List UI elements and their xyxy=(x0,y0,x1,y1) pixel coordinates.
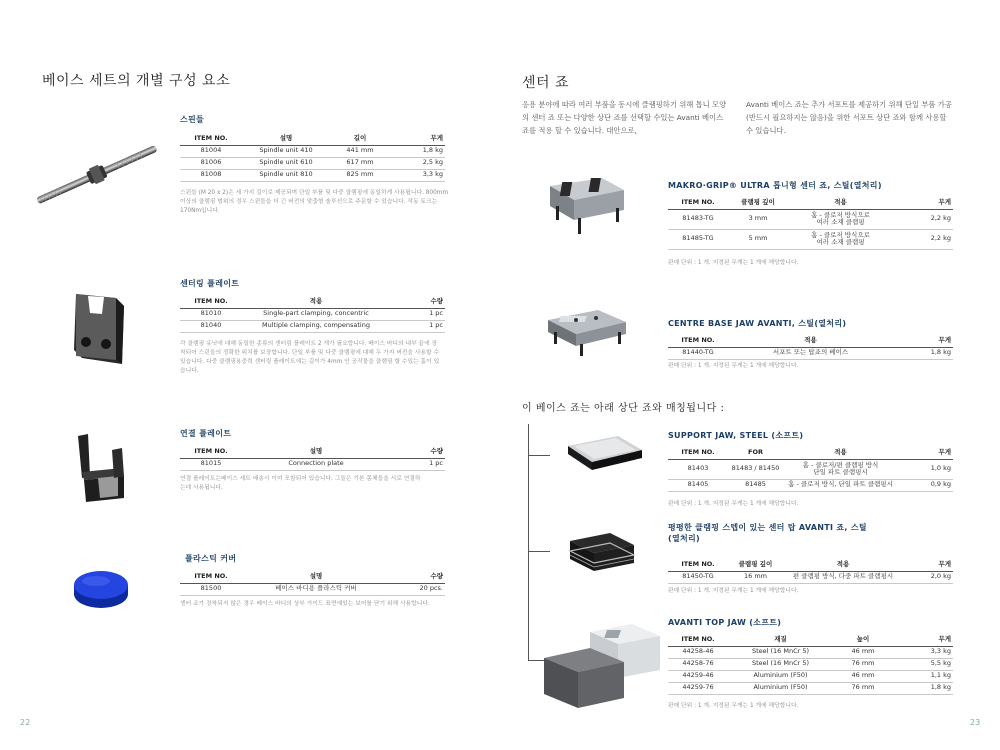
table-cell: Spindle unit 810 xyxy=(242,169,330,181)
table-cell: 5 mm xyxy=(728,229,788,249)
column-header: ITEM NO. xyxy=(180,569,242,583)
makro-table xyxy=(668,195,953,250)
column-header: ITEM NO. xyxy=(668,557,728,571)
table-row xyxy=(180,308,445,320)
column-header: 길이 xyxy=(330,131,390,145)
page-title: 베이스 세트의 개별 구성 요소 xyxy=(42,73,231,89)
table-cell: 3 mm xyxy=(728,209,788,229)
avanti-top-heading: AVANTI TOP JAW (소프트) xyxy=(668,618,782,627)
table-cell: 81006 xyxy=(180,157,242,169)
table-cell: 81403 xyxy=(668,459,728,479)
support-note: 판매 단위 : 1 개. 지정된 무게는 1 개에 해당합니다. xyxy=(668,501,799,507)
column-header: ITEM NO. xyxy=(180,131,242,145)
page-number: 23 xyxy=(970,718,981,727)
column-header: 무게 xyxy=(903,557,953,571)
table-cell: 76 mm xyxy=(833,682,893,694)
avanti-top-table xyxy=(668,632,953,695)
table-cell: 81010 xyxy=(180,308,242,320)
table-cell: 2,2 kg xyxy=(893,209,953,229)
table-cell: 5,5 kg xyxy=(893,658,953,670)
page-title: 센터 죠 xyxy=(522,75,570,91)
table-cell: 20 pcs. xyxy=(390,583,445,595)
column-header: ITEM NO. xyxy=(180,444,242,458)
table-row xyxy=(180,320,445,332)
column-header: 클램핑 깊이 xyxy=(728,195,788,209)
table-cell: 81450-TG xyxy=(668,571,728,583)
column-header: 무게 xyxy=(893,333,953,347)
table-cell: Spindle unit 610 xyxy=(242,157,330,169)
page-number: 22 xyxy=(20,718,31,727)
spindle-table xyxy=(180,131,445,182)
table-cell: 81040 xyxy=(180,320,242,332)
table-row xyxy=(180,157,445,169)
connection-note: 연결 플레이트는베이스 세트 배송시 이미 포함되어 있습니다. 그들은 기본 몸체들을 서로 연결하는데 사용됩니다. xyxy=(180,476,421,491)
table-cell: Spindle unit 410 xyxy=(242,145,330,157)
table-cell: 81405 xyxy=(668,479,728,491)
centre-base-table xyxy=(668,333,953,360)
column-header: ITEM NO. xyxy=(668,195,728,209)
table-cell: 46 mm xyxy=(833,646,893,658)
table-cell: 81004 xyxy=(180,145,242,157)
column-header: FOR xyxy=(728,445,783,459)
table-cell: Multiple clamping, compensating xyxy=(242,320,390,332)
table-row xyxy=(180,145,445,157)
table-cell: Single-part clamping, concentric xyxy=(242,308,390,320)
centering-plate-image xyxy=(72,288,128,370)
centering-note: 각 클램핑 유닛에 대해 동일한 종류의 센터링 플레이트 2 개가 필요합니다. 베이스 바디의 내부 끝에 장착되어 스핀들의 정확한 위치를 보장합니다. 단일 부품 및 다중 클램핑에 대해 두 가지 버전을 사용할 수 있습니다. 다중 클램핑용중력 센터링 플레이트에는 길이가 4mm 인 공작물을 클램핑 할 수있는 홈이 있습니다. xyxy=(180,341,440,374)
column-header: 높이 xyxy=(833,632,893,646)
plastic-cover-image xyxy=(70,568,132,616)
column-header: 설명 xyxy=(242,569,390,583)
column-header: 무게 xyxy=(898,445,953,459)
table-row xyxy=(180,169,445,181)
table-cell: 76 mm xyxy=(833,658,893,670)
table-cell: 홈 - 클로저 방식, 단일 파트 클램핑시 xyxy=(783,479,898,491)
table-cell: 81485-TG xyxy=(668,229,728,249)
table-cell: 81008 xyxy=(180,169,242,181)
column-header: 재질 xyxy=(728,632,833,646)
table-cell: 1,0 kg xyxy=(898,459,953,479)
column-header: 설명 xyxy=(242,444,390,458)
table-row xyxy=(668,459,953,479)
bracket-tick xyxy=(528,551,550,552)
column-header: 적용 xyxy=(788,195,893,209)
table-cell: 617 mm xyxy=(330,157,390,169)
table-cell: 1 pc xyxy=(390,458,445,470)
table-cell: 81485 xyxy=(728,479,783,491)
right-page xyxy=(500,0,1000,750)
table-cell: 46 mm xyxy=(833,670,893,682)
table-cell: 1,8 kg xyxy=(893,682,953,694)
column-header: 수량 xyxy=(390,569,445,583)
table-cell: 81483-TG xyxy=(668,209,728,229)
table-cell: 441 mm xyxy=(330,145,390,157)
column-header: 적용 xyxy=(242,294,390,308)
table-cell: 44258-76 xyxy=(668,658,728,670)
table-cell: 편 클램핑 방식, 다중 파트 클램핑시 xyxy=(783,571,903,583)
centering-heading: 센터링 플레이트 xyxy=(180,279,240,288)
column-header: 적용 xyxy=(728,333,893,347)
column-header: 수량 xyxy=(390,444,445,458)
column-header: 설명 xyxy=(242,131,330,145)
intro-right: Avanti 베이스 죠는 추가 서포트를 제공하기 위해 단일 부품 가공(반드시 필요하지는 않음)을 위한 서포트 상단 죠와 함께 사용할 수 있습니다. xyxy=(746,100,952,135)
table-cell: 44258-46 xyxy=(668,646,728,658)
table-row xyxy=(668,670,953,682)
column-header: 수량 xyxy=(390,294,445,308)
table-cell: Connection plate xyxy=(242,458,390,470)
support-jaw-image xyxy=(564,432,646,484)
table-cell: 81015 xyxy=(180,458,242,470)
matching-title: 이 베이스 죠는 아래 상단 죠와 매칭됩니다 : xyxy=(522,403,725,414)
column-header: ITEM NO. xyxy=(668,333,728,347)
table-cell: Aluminium (F50) xyxy=(728,682,833,694)
column-header: 무게 xyxy=(893,195,953,209)
table-cell: 2,0 kg xyxy=(903,571,953,583)
support-table xyxy=(668,445,953,492)
table-row xyxy=(668,646,953,658)
table-cell: Aluminium (F50) xyxy=(728,670,833,682)
column-header: 무게 xyxy=(390,131,445,145)
column-header: 적용 xyxy=(783,557,903,571)
cover-note: 센터 죠가 장착되지 않은 경우 베이스 바디의 상부 가이드 표면예있는 보어를 닫기 위해 사용합니다. xyxy=(180,601,430,607)
table-cell: Steel (16 MnCr 5) xyxy=(728,646,833,658)
table-row xyxy=(668,209,953,229)
makro-note: 판매 단위 : 1 개. 지정된 무게는 1 개에 해당합니다. xyxy=(668,260,799,266)
table-cell: 1,8 kg xyxy=(893,347,953,359)
table-cell: 16 mm xyxy=(728,571,783,583)
column-header: ITEM NO. xyxy=(180,294,242,308)
avanti-top-jaw-image xyxy=(540,622,670,720)
connection-table xyxy=(180,444,445,471)
bracket-line xyxy=(528,424,529,660)
table-cell: 2,2 kg xyxy=(893,229,953,249)
table-row xyxy=(180,583,445,595)
table-row xyxy=(668,571,953,583)
table-row xyxy=(668,682,953,694)
intro-left: 응용 분야에 따라 여러 부품을 동시에 클램핑하기 위해 톱니 모양의 센터 죠 또는 다양한 상단 죠를 선택할 수있는 Avanti 베이스 죠를 적용 할 수 있습니다. 대안으로, xyxy=(522,100,727,135)
table-cell: 베이스 바디용 플라스틱 커버 xyxy=(242,583,390,595)
connection-heading: 연결 플레이트 xyxy=(180,429,232,438)
avanti-top-note: 판매 단위 : 1 개. 지정된 무게는 1 개에 해당합니다. xyxy=(668,703,799,709)
table-cell: 2,5 kg xyxy=(390,157,445,169)
cover-table xyxy=(180,569,445,596)
flat-step-jaw-image xyxy=(564,527,640,585)
spindle-note: 스핀들 (M 20 x 2)은 세 가지 길이로 제공되며 단일 부품 및 다중 클램핑에 동일하게 사용됩니다. 800mm 이상의 클램핑 범위의 경우 스핀들을 더 긴 버전의 맞춤형 솔루션으로 주문할 수 있습니다. 작동 토크는 170Nm입니다. xyxy=(180,190,449,214)
table-cell: 1,1 kg xyxy=(893,670,953,682)
table-cell: 81440-TG xyxy=(668,347,728,359)
table-cell: 825 mm xyxy=(330,169,390,181)
bracket-tick xyxy=(528,455,550,456)
table-cell: 81483 / 81450 xyxy=(728,459,783,479)
cover-heading: 플라스틱 커버 xyxy=(185,554,237,563)
flat-table xyxy=(668,557,953,584)
centre-base-heading: CENTRE BASE JAW AVANTI, 스틸(열처리) xyxy=(668,319,847,328)
table-cell: 1 pc xyxy=(390,320,445,332)
column-header: 무게 xyxy=(893,632,953,646)
makro-grip-jaw-image xyxy=(540,172,630,242)
connection-plate-image xyxy=(72,432,130,508)
table-row xyxy=(668,229,953,249)
table-cell: 홈 - 클로저 방식으로 여러 소재 클램핑 xyxy=(788,229,893,249)
table-cell: 1,8 kg xyxy=(390,145,445,157)
table-row xyxy=(668,479,953,491)
spindle-image xyxy=(30,138,165,217)
table-cell: 1 pc xyxy=(390,308,445,320)
table-row xyxy=(180,458,445,470)
table-cell: 홈 - 클로저/편 클램핑 방식 단일 파트 클램핑시 xyxy=(783,459,898,479)
flat-heading: 평평한 클램핑 스텝이 있는 센터 탑 AVANTI 죠, 스틸 (열처리) xyxy=(668,523,867,543)
centre-base-jaw-image xyxy=(540,302,632,362)
spindle-heading: 스핀들 xyxy=(180,115,205,124)
table-cell: 홈 - 클로저 방식으로 여러 소재 클램핑 xyxy=(788,209,893,229)
makro-heading: MAKRO·GRIP® ULTRA 톱니형 센터 죠, 스틸(열처리) xyxy=(668,181,882,190)
table-cell: 0,9 kg xyxy=(898,479,953,491)
centre-base-note: 판매 단위 : 1 개. 지정된 무게는 1 개에 해당합니다. xyxy=(668,363,799,369)
column-header: ITEM NO. xyxy=(668,445,728,459)
table-cell: 44259-76 xyxy=(668,682,728,694)
table-cell: 3,3 kg xyxy=(893,646,953,658)
centering-table xyxy=(180,294,445,333)
table-cell: 81500 xyxy=(180,583,242,595)
table-row xyxy=(668,347,953,359)
flat-note: 판매 단위 : 1 개. 지정된 무게는 1 개에 해당합니다. xyxy=(668,588,799,594)
column-header: 클램핑 깊이 xyxy=(728,557,783,571)
column-header: 적용 xyxy=(783,445,898,459)
table-cell: 3,3 kg xyxy=(390,169,445,181)
column-header: ITEM NO. xyxy=(668,632,728,646)
table-cell: Steel (16 MnCr 5) xyxy=(728,658,833,670)
table-row xyxy=(668,658,953,670)
table-cell: 44259-46 xyxy=(668,670,728,682)
table-cell: 서포트 또는 탑죠의 베이스 xyxy=(728,347,893,359)
support-heading: SUPPORT JAW, STEEL (소프트) xyxy=(668,431,804,440)
